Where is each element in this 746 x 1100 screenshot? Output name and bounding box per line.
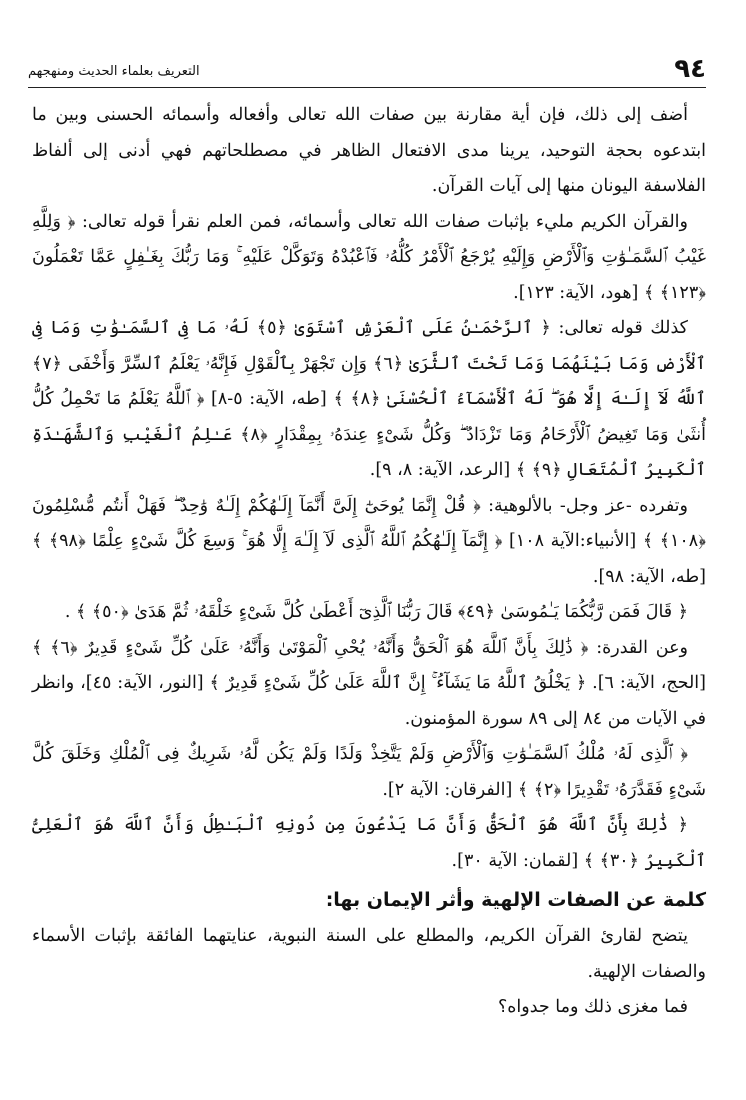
verse-reference: [الرعد، الآية: ٨، ٩].: [369, 460, 511, 480]
paragraph-uluhiyya: [32, 489, 706, 596]
paragraph-istiwa: [32, 311, 706, 489]
verse-reference: [طه، الآية: ٥-٨]: [211, 389, 327, 409]
paragraph-luqman: [32, 808, 706, 879]
paragraph-text: .: [64, 602, 71, 622]
paragraph-furqan: [32, 737, 706, 808]
verse-reference: [هود، الآية: ١٢٣].: [513, 282, 639, 303]
quran-verse: ﴿ وَلِلَّهِ غَيْبُ ٱلسَّمَـٰوَٰتِ وَٱلْأَرْضِ وَإِلَيْهِ يُرْجَعُ ٱلْأَمْرُ كُلُّهُۥ فَٱعْبُدْهُ وَتَوَكَّلْ عَلَيْهِ ۚ وَمَا رَبُّكَ بِغَـٰفِلٍ عَمَّا تَعْمَلُونَ ﴿١٢٣﴾ ﴾: [32, 211, 706, 303]
quran-verse: ﴿ يَخْلُقُ ٱللَّهُ مَا يَشَآءُ ۚ إِنَّ ٱللَّهَ عَلَىٰ كُلِّ شَىْءٍ قَدِيرٌ ﴾: [209, 673, 587, 693]
quran-verse: ﴿ قَالَ فَمَن رَّبُّكُمَا يَـٰمُوسَىٰ ﴿٤٩﴾ قَالَ رَبُّنَا ٱلَّذِىٓ أَعْطَىٰ كُلَّ شَىْءٍ خَلْقَهُۥ ثُمَّ هَدَىٰ ﴿٥٠﴾ ﴾: [76, 602, 688, 622]
header-divider: [28, 87, 706, 88]
quran-verse: ﴿ ٱلَّذِى لَهُۥ مُلْكُ ٱلسَّمَـٰوَٰتِ وَٱلْأَرْضِ وَلَمْ يَتَّخِذْ وَلَدًا وَلَمْ يَكُن لَّهُۥ شَرِيكٌ فِى ٱلْمُلْكِ وَخَلَقَ كُلَّ شَىْءٍ فَقَدَّرَهُۥ تَقْدِيرًا ﴿٢﴾ ﴾: [32, 744, 706, 800]
section-heading: كلمة عن الصفات الإلهية وأثر الإيمان بها:: [325, 889, 706, 911]
paragraph-musa: [32, 595, 706, 631]
quran-verse: ﴿ ذَٰلِكَ بِأَنَّ ٱللَّهَ هُوَ ٱلْحَقُّ وَأَنَّ مَا يَدْعُونَ مِن دُونِهِ ٱلْبَـٰطِلُ وَأَنَّ ٱللَّهَ هُوَ ٱلْعَلِىُّ ٱلْكَبِيرُ ﴿٣٠﴾ ﴾: [32, 815, 706, 871]
quran-verse: ﴿ ذَٰلِكَ بِأَنَّ ٱللَّهَ هُوَ ٱلْحَقُّ وَأَنَّهُۥ يُحْىِ ٱلْمَوْتَىٰ وَأَنَّهُۥ عَلَىٰ كُلِّ شَىْءٍ قَدِيرٌ ﴿٦﴾ ﴾: [32, 637, 589, 658]
quran-verse: ﴿ إِنَّمَآ إِلَـٰهُكُمُ ٱللَّهُ ٱلَّذِى لَآ إِلَـٰهَ إِلَّا هُوَ ۚ وَسِعَ كُلَّ شَىْءٍ عِلْمًا ﴿٩٨﴾ ﴾: [32, 531, 503, 551]
quran-verse: ﴿ ٱللَّهُ يَعْلَمُ مَا تَحْمِلُ كُلُّ أُنثَىٰ وَمَا تَغِيضُ ٱلْأَرْحَامُ وَمَا تَزْدَادُ ۖ وَكُلُّ شَىْءٍ عِندَهُۥ بِمِقْدَارٍ ﴿٨﴾ عَـٰلِمُ ٱلْغَيْبِ وَٱلشَّهَـٰدَةِ ٱلْكَبِيرُ ٱلْمُتَعَالِ ﴿٩﴾ ﴾: [32, 389, 706, 480]
paragraph-comparison: أضف إلى ذلك، فإن أية مقارنة بين صفات الله تعالى وأفعاله وأسمائه الحسنى وبين ما ابتدعوه بحجة التوحيد، يرينا مدى الافتعال الظاهر في مصطلحاتهم فهي أدنى إلى ألفاظ الفلاسفة اليونان منها إلى آيات القرآن.: [32, 105, 706, 196]
paragraph-text: وتفرده -عز وجل- بالألوهية:: [488, 495, 688, 516]
verse-reference: [النور، الآية: ٤٥]، وانظر في الآيات من ٨٤ إلى ٨٩ سورة المؤمنون.: [32, 673, 706, 729]
page-number: ٩٤: [674, 54, 706, 84]
verse-reference: [الفرقان: الآية ٢].: [382, 779, 513, 800]
paragraph-text: وعن القدرة:: [596, 637, 688, 658]
running-title: التعريف بعلماء الحديث ومنهجهم: [28, 64, 200, 79]
quran-verse: ﴿ ٱلرَّحْمَـٰنُ عَلَى ٱلْعَرْشِ ٱسْتَوَىٰ ﴿٥﴾ لَهُۥ مَا فِى ٱلسَّمَـٰوَٰتِ وَمَا فِى ٱلْأَرْضِ وَمَا بَيْنَهُمَا وَمَا تَحْتَ ٱلثَّرَىٰ ﴿٦﴾ وَإِن تَجْهَرْ بِٱلْقَوْلِ فَإِنَّهُۥ يَعْلَمُ ٱلسِّرَّ وَأَخْفَى ﴿٧﴾ ٱللَّهُ لَآ إِلَـٰهَ إِلَّا هُوَ ۖ لَهُ ٱلْأَسْمَآءُ ٱلْحُسْنَىٰ ﴿٨﴾ ﴾: [32, 318, 706, 409]
verse-reference: [لقمان: الآية ٣٠].: [451, 850, 579, 871]
paragraph-knowledge: [32, 205, 706, 312]
verse-reference: [الحج، الآية: ٦].: [592, 673, 706, 693]
quran-verse: ﴿ قُلْ إِنَّمَا يُوحَىٰٓ إِلَىَّ أَنَّمَآ إِلَـٰهُكُمْ إِلَـٰهٌ وَٰحِدٌ ۖ فَهَلْ أَنتُم مُّسْلِمُونَ ﴿١٠٨﴾ ﴾: [32, 495, 706, 551]
verse-reference: [طه، الآية: ٩٨].: [592, 566, 706, 587]
page-header: [28, 52, 706, 86]
paragraph-question: فما مغزى ذلك وما جدواه؟: [497, 997, 688, 1017]
paragraph-text: والقرآن الكريم مليء بإثبات صفات الله تعالى وأسمائه، فمن العلم نقرأ قوله تعالى:: [81, 211, 688, 232]
verse-reference: [الأنبياء:الآية ١٠٨]: [508, 531, 637, 551]
paragraph-power: [32, 631, 706, 738]
paragraph-text: كذلك قوله تعالى:: [558, 318, 688, 338]
page-body: [32, 98, 706, 1026]
paragraph-conclusion: يتضح لقارئ القرآن الكريم، والمطلع على السنة النبوية، عنايتهما الفائقة بإثبات الأسماء والصفات الإلهية.: [32, 926, 706, 982]
